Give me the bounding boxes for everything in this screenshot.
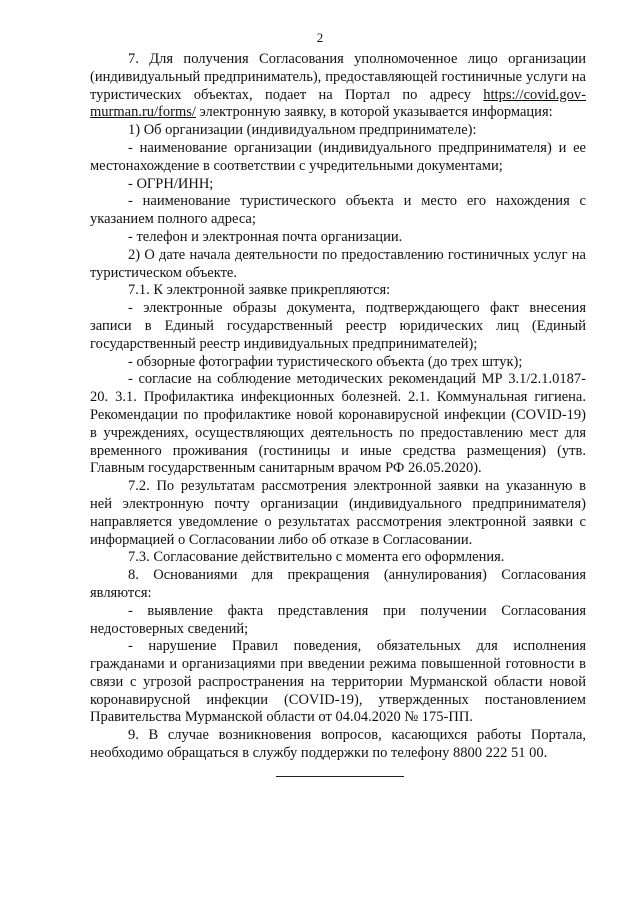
page-number: 2 <box>316 30 324 45</box>
item-start-date: 2) О дате начала деятельности по предоставлению гостиничных услуг на туристическом объекте. <box>90 246 586 281</box>
paragraph-7-intro: 7. Для получения Согласования уполномоченное лицо организации (индивидуальный предприниматель), предоставляющей гостиничные услуги на туристических объектах, подает на Портал по адресу <box>90 51 586 103</box>
item-phone-email: - телефон и электронная почта организации. <box>128 228 403 245</box>
item-consent: - согласие на соблюдение методических рекомендаций МР 3.1/2.1.0187-20. 3.1. Профилактика инфекционных болезней. 2.1. Коммунальная гигиена. Рекомендации по профилактике новой коронавирусной инфекции (COVID-19) в учреждениях, осуществляющих деятельность по предоставлению мест для временного проживания (гостиницы и иные средства размещения) (утв. Главным государственным санитарным врачом РФ 26.05.2020). <box>90 371 586 477</box>
portal-forms-link[interactable]: https://covid.gov-murman.ru/forms/ <box>90 86 586 121</box>
item-organization-name: - наименование организации (индивидуального предпринимателя) и ее местонахождение в соответствии с учредительными документами; <box>90 139 586 174</box>
item-tourist-object: - наименование туристического объекта и место его нахождения с указанием полного адреса; <box>90 193 586 228</box>
item-rules-violation: - нарушение Правил поведения, обязательных для исполнения гражданами и организациями при введении режима повышенной готовности в связи с угрозой распространения на территории Мурманской области новой коронавирусной инфекции (COVID-19), утвержденных постановлением Правительства Мурманской области от 04.04.2020 № 175-ПП. <box>90 638 586 726</box>
paragraph-7-1: 7.1. К электронной заявке прикрепляются: <box>128 282 391 299</box>
item-registry-documents: - электронные образы документа, подтверждающего факт внесения записи в Единый государственный реестр юридических лиц (Единый государственный реестр индивидуальных предпринимателей); <box>90 300 586 352</box>
item-organization-info: 1) Об организации (индивидуальном предпринимателе): <box>128 122 477 139</box>
end-divider <box>276 776 404 777</box>
paragraph-8: 8. Основаниями для прекращения (аннулирования) Согласования являются: <box>90 567 586 601</box>
paragraph-9: 9. В случае возникновения вопросов, касающихся работы Портала, необходимо обращаться в службу поддержки по телефону 8800 222 51 00. <box>90 727 586 762</box>
item-photos: - обзорные фотографии туристического объекта (до трех штук); <box>128 353 523 370</box>
paragraph-7-3: 7.3. Согласование действительно с момента его оформления. <box>128 549 505 566</box>
document-body <box>90 51 586 763</box>
paragraph-7 <box>90 51 586 122</box>
paragraph-7-2: 7.2. По результатам рассмотрения электронной заявки на указанную в ней электронную почту организации (индивидуального предпринимателя) направляется уведомление о результатах рассмотрения электронной заявки с информацией о Согласовании либо об отказе в Согласовании. <box>90 478 586 548</box>
paragraph-7-outro: электронную заявку, в которой указывается информация: <box>195 104 553 121</box>
item-ogrn-inn: - ОГРН/ИНН; <box>128 175 214 192</box>
item-false-information: - выявление факта представления при получении Согласования недостоверных сведений; <box>90 602 586 637</box>
